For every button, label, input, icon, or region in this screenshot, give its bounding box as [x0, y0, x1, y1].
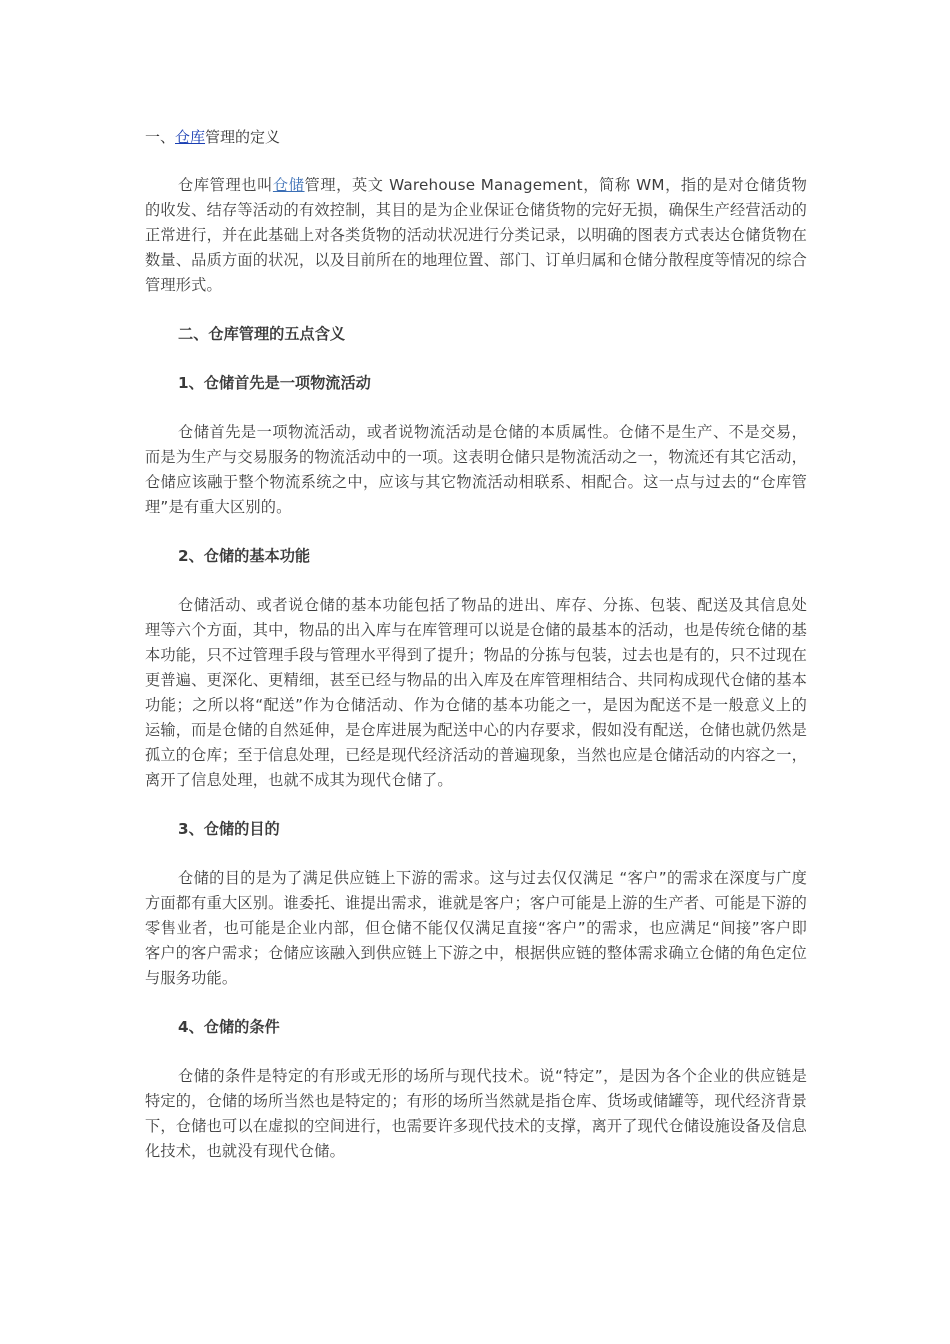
section-1-prefix: 一、 [145, 128, 176, 146]
point-3-heading: 3、仓储的目的 [178, 820, 280, 838]
point-3-paragraph: 仓储的目的是为了满足供应链上下游的需求。这与过去仅仅满足 “客户”的需求在深度与广度方面都有重大区别。谁委托、谁提出需求，谁就是客户；客户可能是上游的生产者、可能是下游的零售业者，也可能是企业内部，但仓储不能仅仅满足直接“客户”的需求，也应满足“间接”客户即客户的客户需求；仓储应该融入到供应链上下游之中，根据供应链的整体需求确立仓储的角色定位与服务功能。 [145, 869, 807, 987]
section-1-title [145, 125, 807, 149]
storage-link[interactable]: 仓储 [272, 176, 305, 194]
point-2-heading: 2、仓储的基本功能 [178, 547, 311, 565]
intro-text-start: 仓库管理也叫 [178, 176, 273, 194]
section-1-suffix: 管理的定义 [205, 128, 281, 146]
intro-text-rest: 管理，英文 Warehouse Management，简称 WM，指的是对仓储货物的收发、结存等活动的有效控制，其目的是为企业保证仓储货物的完好无损，确保生产经营活动的正常进行，并在此基础上对各类货物的活动状况进行分类记录，以明确的图表方式表达仓储货物在数量、品质方面的状况，以及目前所在的地理位置、部门、订单归属和仓储分散程度等情况的综合管理形式。 [145, 176, 807, 294]
point-4-paragraph: 仓储的条件是特定的有形或无形的场所与现代技术。说“特定”，是因为各个企业的供应链是特定的，仓储的场所当然也是特定的；有形的场所当然就是指仓库、货场或储罐等，现代经济背景下，仓储也可以在虚拟的空间进行，也需要许多现代技术的支撑，离开了现代仓储设施设备及信息化技术，也就没有现代仓储。 [145, 1067, 807, 1160]
point-4-heading: 4、仓储的条件 [178, 1018, 280, 1036]
point-1-paragraph: 仓储首先是一项物流活动，或者说物流活动是仓储的本质属性。仓储不是生产、不是交易，而是为生产与交易服务的物流活动中的一项。这表明仓储只是物流活动之一，物流还有其它活动，仓储应该融于整个物流系统之中，应该与其它物流活动相联系、相配合。这一点与过去的“仓库管理”是有重大区别的。 [145, 423, 807, 516]
section-2-title: 二、仓库管理的五点含义 [178, 325, 346, 343]
point-2-paragraph: 仓储活动、或者说仓储的基本功能包括了物品的进出、库存、分拣、包装、配送及其信息处理等六个方面，其中，物品的出入库与在库管理可以说是仓储的最基本的活动，也是传统仓储的基本功能，只不过管理手段与管理水平得到了提升；物品的分拣与包装，过去也是有的，只不过现在更普遍、更深化、更精细，甚至已经与物品的出入库及在库管理相结合、共同构成现代仓储的基本功能；之所以将“配送”作为仓储活动、作为仓储的基本功能之一，是因为配送不是一般意义上的运输，而是仓储的自然延伸，是仓库进展为配送中心的内存要求，假如没有配送，仓储也就仍然是孤立的仓库；至于信息处理，已经是现代经济活动的普遍现象，当然也应是仓储活动的内容之一，离开了信息处理，也就不成其为现代仓储了。 [145, 596, 807, 789]
warehouse-link[interactable]: 仓库 [175, 128, 206, 146]
intro-paragraph [145, 173, 807, 298]
document-body [145, 125, 807, 1188]
point-1-heading: 1、仓储首先是一项物流活动 [178, 374, 371, 392]
